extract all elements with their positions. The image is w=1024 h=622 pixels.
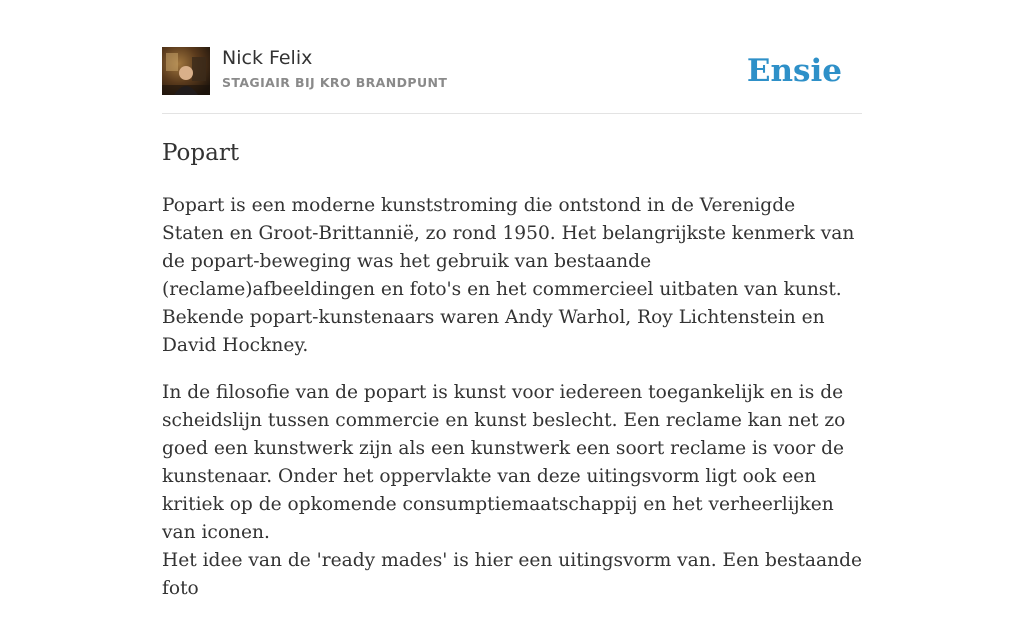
article-header [162,47,862,113]
ensie-logo[interactable]: Ensie [746,53,842,89]
article-title: Popart [162,140,240,166]
author-role: STAGIAIR BIJ KRO BRANDPUNT [222,75,448,90]
author-name[interactable]: Nick Felix [222,47,313,69]
header-divider [162,113,862,114]
article-body [162,136,862,622]
article-paragraph-2: In de filosofie van de popart is kunst voor iedereen toegankelijk en is de scheidslijn tussen commercie en kunst beslecht. Een reclame kan net zo goed een kunstwerk zijn als een kunstwerk een soort reclame is voor de kunstenaar. Onder het oppervlakte van deze uitingsvorm ligt ook een kritiek op de opkomende consumptiemaatschappij en het verheerlijken van iconen. [162,382,846,543]
article-paragraph-3: Het idee van de 'ready mades' is hier een uitingsvorm van. Een bestaande foto [162,550,862,599]
avatar[interactable] [162,47,210,95]
user-avatar-photo-icon [162,47,210,95]
article-paragraph-1: Popart is een moderne kunststroming die ontstond in de Verenigde Staten en Groot-Brittannië, zo rond 1950. Het belangrijkste kenmerk van de popart-beweging was het gebruik van bestaande (reclame)afbeeldingen en foto's en het commercieel uitbaten van kunst. Bekende popart-kunstenaars waren Andy Warhol, Roy Lichtenstein en David Hockney. [162,195,855,356]
